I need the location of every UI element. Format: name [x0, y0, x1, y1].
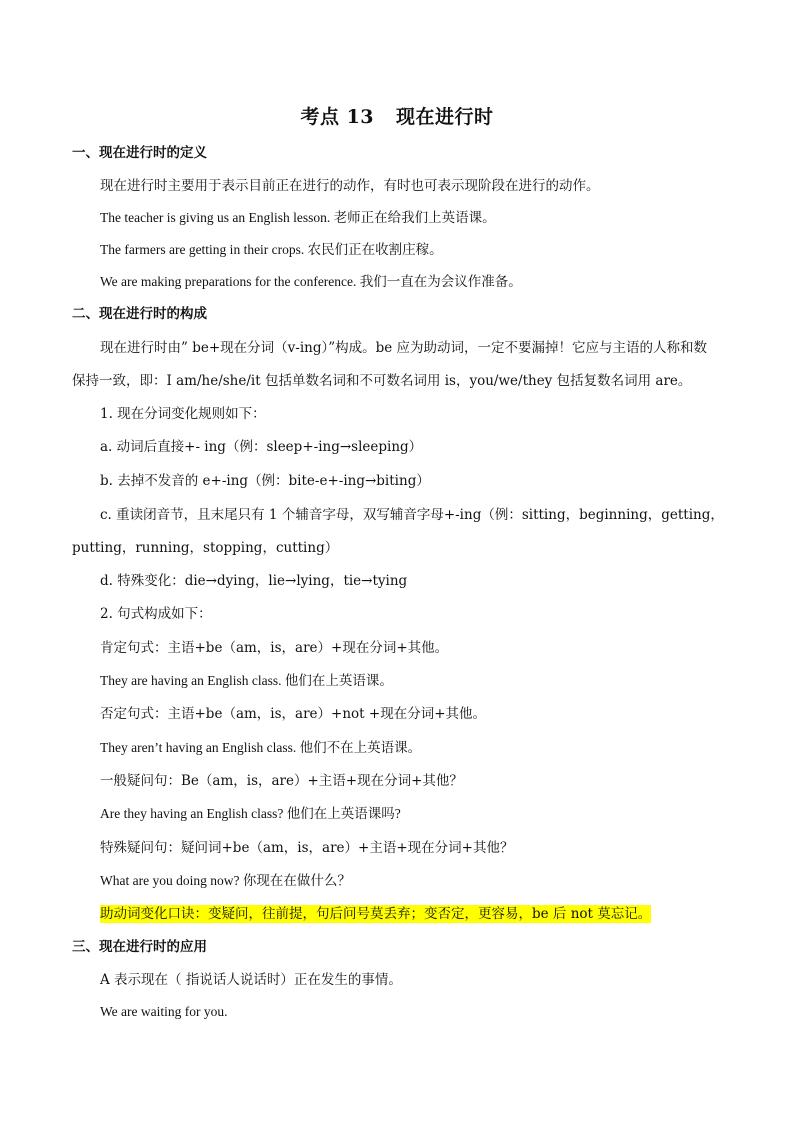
usage-a-example: We are waiting for you. — [100, 1004, 228, 1019]
title-prefix: 考点 13 — [300, 106, 375, 128]
mnemonic-tip — [100, 904, 651, 924]
highlighted-mnemonic: 助动词变化口诀：变疑问，往前提，句后问号莫丢弃；变否定，更容易，be 后 not 莫忘记。 — [100, 906, 652, 922]
yes-no-question-example: Are they having an English class? 他们在上英语课吗? — [100, 806, 401, 821]
negative-example: They aren’t having an English class. 他们不在上英语课。 — [100, 740, 422, 755]
rules-heading: 1. 现在分词变化规则如下： — [100, 406, 266, 422]
forms-heading: 2. 句式构成如下： — [100, 606, 212, 622]
title-main: 现在进行时 — [396, 106, 494, 128]
affirmative-form: 肯定句式：主语+be（am，is，are）+现在分词+其他。 — [100, 640, 449, 656]
page-title — [0, 102, 794, 129]
s1-example-3: We are making preparations for the conference. 我们一直在为会议作准备。 — [100, 274, 522, 289]
s2-paragraph-line-1: 现在进行时由” be+现在分词（v-ing）”构成。be 应为助动词，一定不要漏掉！它应与主语的人称和数 — [100, 340, 708, 356]
rule-c-line-2: putting，running，stopping，cutting） — [72, 540, 339, 556]
s1-intro: 现在进行时主要用于表示目前正在进行的动作，有时也可表示现阶段在进行的动作。 — [100, 178, 600, 194]
yes-no-question-form: 一般疑问句：Be（am，is，are）+主语+现在分词+其他？ — [100, 773, 463, 789]
rule-c-line-1: c. 重读闭音节，且末尾只有 1 个辅音字母，双写辅音字母+-ing（例：sitting，beginning，getting， — [100, 507, 724, 523]
s1-example-2: The farmers are getting in their crops. 农民们正在收割庄稼。 — [100, 242, 443, 257]
affirmative-example: They are having an English class. 他们在上英语课。 — [100, 673, 393, 688]
rule-a: a. 动词后直接+- ing（例：sleep+-ing→sleeping） — [100, 439, 423, 455]
wh-question-form: 特殊疑问句：疑问词+be（am，is，are）+主语+现在分词+其他？ — [100, 840, 514, 856]
wh-question-example: What are you doing now? 你现在在做什么？ — [100, 873, 351, 888]
section-2-heading: 二、现在进行时的构成 — [72, 306, 207, 322]
usage-a: A 表示现在（ 指说话人说话时）正在发生的事情。 — [100, 972, 402, 988]
negative-form: 否定句式：主语+be（am，is，are）+not +现在分词+其他。 — [100, 706, 487, 722]
rule-b: b. 去掉不发音的 e+-ing（例：bite-e+-ing→biting） — [100, 473, 430, 489]
s2-paragraph-line-2: 保持一致，即：I am/he/she/it 包括单数名词和不可数名词用 is，you/we/they 包括复数名词用 are。 — [72, 373, 692, 389]
section-1-heading: 一、现在进行时的定义 — [72, 145, 207, 161]
s1-example-1: The teacher is giving us an English lesson. 老师正在给我们上英语课。 — [100, 210, 496, 225]
section-3-heading: 三、现在进行时的应用 — [72, 939, 207, 955]
rule-d: d. 特殊变化：die→dying，lie→lying，tie→tying — [100, 573, 408, 589]
